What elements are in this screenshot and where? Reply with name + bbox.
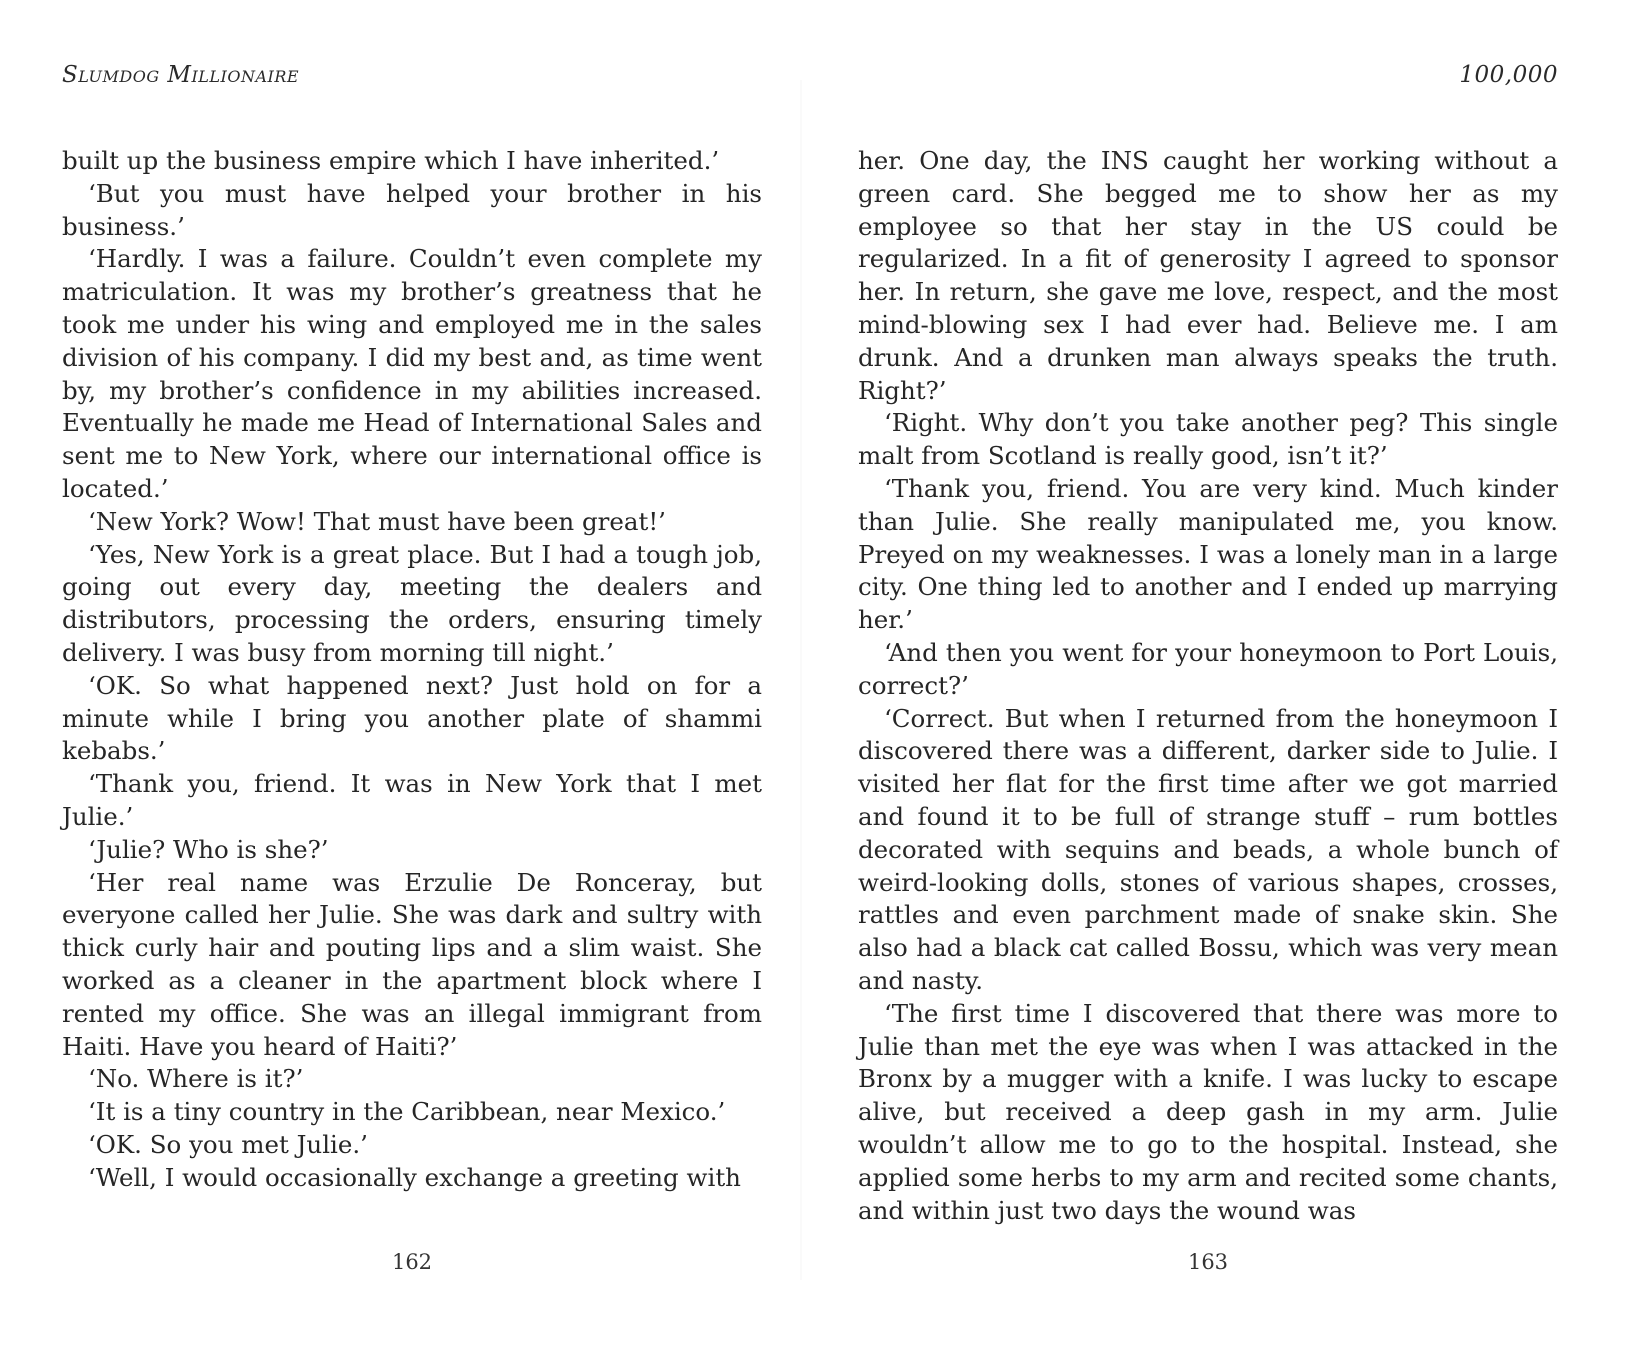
right-running-head: 100,000 xyxy=(1459,62,1558,88)
paragraph: her. One day, the INS caught her working without a green card. She begged me to show her as my employee so that her stay in the US could be regularized. In a fit of generosity I agreed to sponsor her. In return, she gave me love, respect, and the most mind-blowing sex I had ever had. Believe me. I am drunk. And a drunken man always speaks the truth. Right?’ xyxy=(858,146,1558,405)
left-page-number: 162 xyxy=(391,1250,433,1274)
paragraph: ‘Julie? Who is she?’ xyxy=(88,834,329,864)
paragraph: ‘OK. So what happened next? Just hold on for a minute while I bring you another plate of shammi kebabs.’ xyxy=(62,670,762,766)
paragraph: ‘Hardly. I was a failure. Couldn’t even complete my matriculation. It was my brother’s greatness that he took me under his wing and employed me in the sales division of his company. I did my best and, as time went by, my brother’s confidence in my abilities increased. Eventually he made me Head of International Sales and sent me to New York, where our international office is located.’ xyxy=(62,244,762,503)
paragraph: ‘It is a tiny country in the Caribbean, near Mexico.’ xyxy=(88,1097,726,1127)
paragraph: ‘But you must have helped your brother in his business.’ xyxy=(62,178,762,241)
paragraph: ‘Thank you, friend. You are very kind. Much kinder than Julie. She really manipulated me, you know. Preyed on my weaknesses. I was a lonely man in a large city. One thing led to another and I ended up marrying her.’ xyxy=(858,473,1558,635)
paragraph: ‘The first time I discovered that there was more to Julie than met the eye was when I was attacked in the Bronx by a mugger with a knife. I was lucky to escape alive, but received a deep gash in my arm. Julie wouldn’t allow me to go to the hospital. Instead, she applied some herbs to my arm and recited some chants, and within just two days the wound was xyxy=(858,998,1558,1225)
paragraph: ‘Her real name was Erzulie De Ronceray, but everyone called her Julie. She was dark and sultry with thick curly hair and pouting lips and a slim waist. She worked as a cleaner in the apartment block where I rented my office. She was an illegal immigrant from Haiti. Have you heard of Haiti?’ xyxy=(62,867,762,1061)
paragraph: ‘Correct. But when I returned from the honeymoon I discovered there was a different, darker side to Julie. I visited her flat for the first time after we got married and found it to be full of strange stuff – rum bottles decorated with sequins and beads, a whole bunch of weird-looking dolls, stones of various shapes, crosses, rattles and even parchment made of snake skin. She also had a black cat called Bossu, which was very mean and nasty. xyxy=(858,703,1558,995)
left-page-text xyxy=(62,145,762,1195)
paragraph: ‘And then you went for your honeymoon to Port Louis, correct?’ xyxy=(858,637,1558,700)
paragraph: ‘OK. So you met Julie.’ xyxy=(88,1129,368,1159)
paragraph: ‘No. Where is it?’ xyxy=(88,1064,304,1094)
paragraph: ‘Thank you, friend. It was in New York that I met Julie.’ xyxy=(62,769,762,831)
paragraph: ‘Well, I would occasionally exchange a greeting with xyxy=(88,1162,741,1192)
left-running-head: Slumdog Millionaire xyxy=(62,62,300,88)
left-page xyxy=(62,0,762,1368)
right-page-number: 163 xyxy=(1187,1250,1229,1274)
right-page-text xyxy=(858,145,1558,1227)
paragraph: ‘Right. Why don’t you take another peg? This single malt from Scotland is really good, isn’t it?’ xyxy=(858,408,1558,471)
right-page xyxy=(858,0,1558,1368)
book-gutter xyxy=(800,80,802,1280)
paragraph: ‘New York? Wow! That must have been great!’ xyxy=(88,506,666,536)
paragraph: ‘Yes, New York is a great place. But I had a tough job, going out every day, meeting the dealers and distributors, processing the orders, ensuring timely delivery. I was busy from morning till night.’ xyxy=(62,539,762,667)
paragraph: built up the business empire which I have inherited.’ xyxy=(62,146,720,175)
